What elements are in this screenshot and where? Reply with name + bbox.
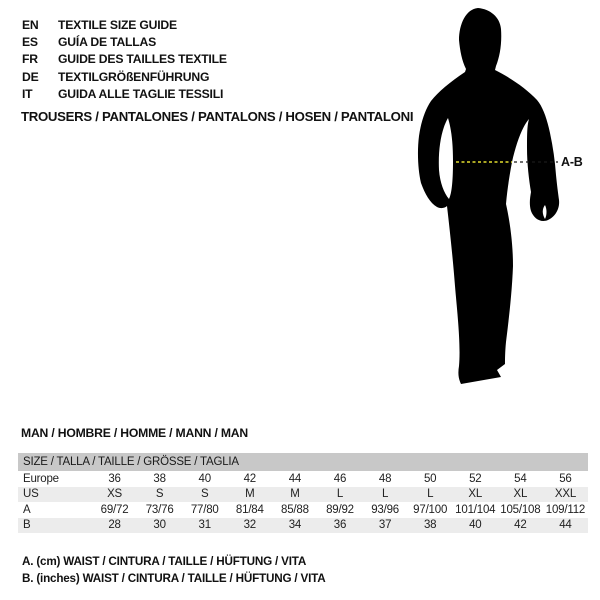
size-cell: S [155, 488, 164, 501]
row-label: A [23, 503, 31, 516]
size-cell: M [245, 488, 255, 501]
row-label: B [23, 519, 31, 532]
size-cell: 28 [108, 519, 121, 532]
language-label: GUÍA DE TALLAS [58, 35, 157, 50]
size-cell: 40 [469, 519, 482, 532]
size-cell: XL [513, 488, 528, 501]
size-cell: 44 [559, 519, 572, 532]
size-cell: 40 [198, 472, 211, 485]
size-cell: XS [107, 488, 123, 501]
table-row [18, 487, 588, 503]
size-cell: 32 [243, 519, 257, 532]
footnote-line: A. (cm) WAIST / CINTURA / TAILLE / HÜFTUNG / VITA [22, 555, 307, 568]
gender-heading: MAN / HOMBRE / HOMME / MANN / MAN [21, 426, 248, 440]
size-cell: 69/72 [100, 503, 129, 516]
size-cell: 50 [423, 472, 437, 485]
size-cell: XL [468, 488, 483, 501]
size-cell: 38 [423, 519, 437, 532]
measure-label-ab: A-B [561, 155, 583, 169]
size-cell: 30 [153, 519, 166, 532]
size-cell: 56 [559, 472, 572, 485]
language-label: TEXTILGRÖßENFÜHRUNG [58, 69, 210, 84]
size-cell: XXL [554, 488, 577, 501]
size-cell: 93/96 [371, 503, 399, 516]
size-cell: 38 [153, 472, 166, 485]
language-label: GUIDA ALLE TAGLIE TESSILI [58, 87, 224, 102]
language-label: TEXTILE SIZE GUIDE [58, 17, 177, 32]
size-cell: 31 [198, 519, 211, 532]
size-cell: L [381, 488, 389, 501]
size-cell: S [200, 488, 209, 501]
size-table-rows [18, 471, 588, 533]
man-silhouette [418, 8, 559, 384]
language-code: DE [22, 69, 39, 84]
table-row [18, 502, 588, 518]
language-code: FR [22, 52, 38, 67]
size-cell: 42 [514, 519, 527, 532]
row-label: US [23, 488, 39, 501]
size-cell: M [290, 488, 300, 501]
size-cell: 36 [333, 519, 347, 532]
size-cell: L [336, 488, 344, 501]
garment-title: TROUSERS / PANTALONES / PANTALONS / HOSEN / PANTALONI [21, 109, 414, 124]
size-cell: 109/112 [545, 503, 586, 516]
language-label: GUIDE DES TAILLES TEXTILE [58, 52, 227, 67]
size-cell: 52 [469, 472, 482, 485]
size-table-header: SIZE / TALLA / TAILLE / GRÖSSE / TAGLIA [18, 453, 588, 471]
language-code: IT [22, 87, 33, 102]
row-label: Europe [23, 472, 59, 485]
size-table [18, 453, 588, 533]
size-cell: 97/100 [413, 503, 448, 516]
size-cell: 46 [333, 472, 347, 485]
size-cell: 37 [378, 519, 392, 532]
size-cell: 73/76 [145, 503, 174, 516]
size-cell: 44 [288, 472, 302, 485]
size-cell: 81/84 [235, 503, 264, 516]
size-cell: 105/108 [500, 503, 541, 516]
table-row [18, 518, 588, 534]
size-cell: 77/80 [190, 503, 219, 516]
size-cell: 48 [378, 472, 392, 485]
language-code: EN [22, 17, 39, 32]
size-cell: 101/104 [455, 503, 496, 516]
measurement-footnotes [22, 553, 325, 587]
size-cell: 34 [288, 519, 302, 532]
size-cell: 89/92 [326, 503, 354, 516]
size-cell: L [427, 488, 434, 501]
table-row [18, 471, 588, 487]
language-code: ES [22, 35, 38, 50]
size-cell: 54 [514, 472, 527, 485]
size-cell: 85/88 [281, 503, 309, 516]
size-cell: 42 [243, 472, 257, 485]
footnote-line: B. (inches) WAIST / CINTURA / TAILLE / HÜFTUNG / VITA [22, 572, 326, 585]
size-cell: 36 [108, 472, 121, 485]
